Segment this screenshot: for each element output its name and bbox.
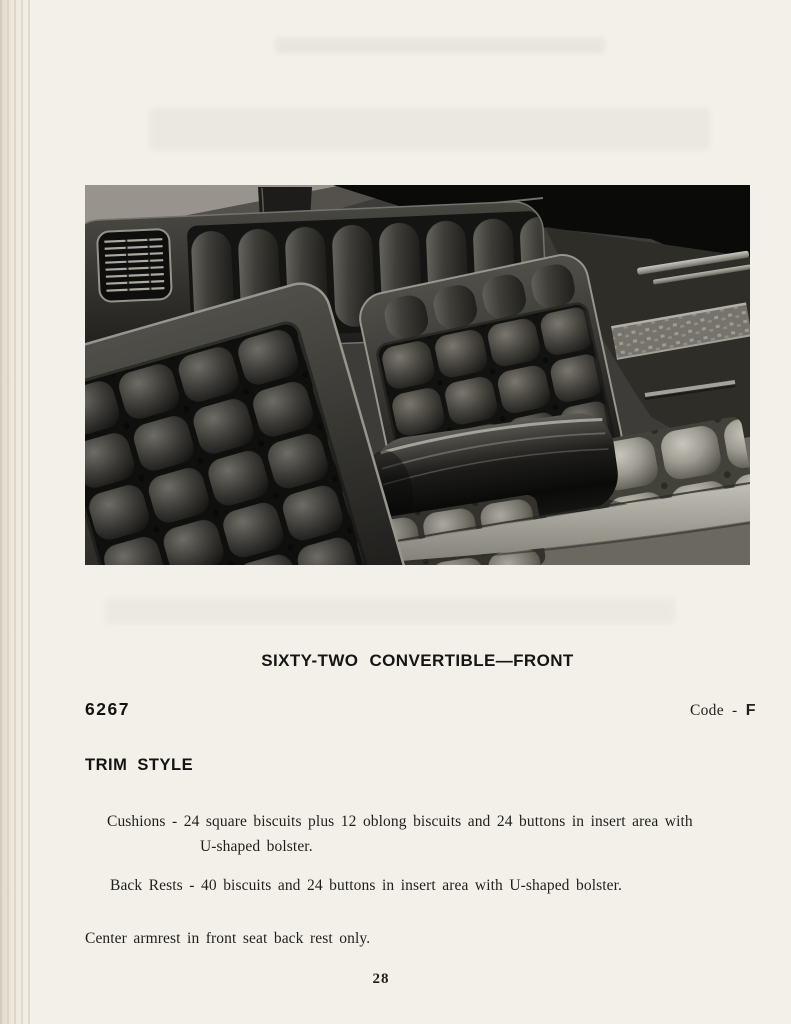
interior-photo (85, 185, 750, 565)
spec-cushions (85, 810, 693, 859)
armrest-note: Center armrest in front seat back rest only. (85, 930, 371, 947)
code-value: F (745, 702, 756, 719)
ink-bleed-ghost (150, 108, 710, 150)
style-number: 6267 (85, 699, 130, 719)
spec-cushions-line1: Cushions - 24 square biscuits plus 12 oblong biscuits and 24 buttons in insert area with (107, 813, 693, 830)
code-label: Code - (689, 702, 738, 719)
ink-bleed-ghost (275, 38, 605, 53)
spec-cushions-line2: U-shaped bolster. (200, 837, 313, 855)
spec-back-rests: Back Rests - 40 biscuits and 24 buttons in insert area with U-shaped bolster. (110, 877, 623, 894)
page-left-edge (0, 0, 30, 1024)
trim-code (690, 702, 756, 720)
code-row (85, 699, 756, 720)
trim-style-heading: TRIM STYLE (85, 756, 194, 774)
photo-caption: SIXTY-TWO CONVERTIBLE—FRONT (261, 651, 574, 670)
ink-bleed-ghost (105, 598, 675, 624)
page-number: 28 (372, 971, 390, 987)
